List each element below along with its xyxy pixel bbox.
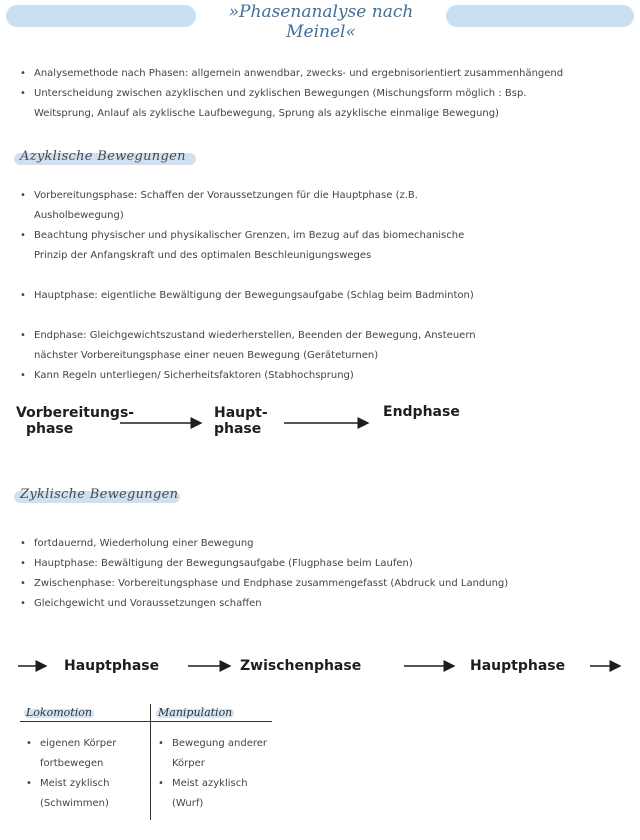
list-item: • Hauptphase: eigentliche Bewältigung der Bewegungsaufgabe (Schlag beim Badminton) <box>20 286 500 306</box>
list-item: • Gleichgewicht und Voraussetzungen schaffen <box>20 594 580 614</box>
section-heading-zyklisch: Zyklische Bewegungen <box>14 487 180 505</box>
flow-step-endphase: Endphase <box>383 404 460 420</box>
list-item: • Meist zyklisch (Schwimmen) <box>26 774 144 814</box>
column-heading-lokomotion: Lokomotion <box>26 706 92 719</box>
list-item: • eigenen Körper fortbewegen <box>26 734 144 774</box>
table-header-line <box>20 721 272 722</box>
column-heading-manipulation: Manipulation <box>158 706 233 719</box>
list-item: • Beachtung physischer und physikalischer Grenzen, im Bezug auf das biomechanische Prinzip der Anfangskraft und des optimalen Beschleunigungsweges <box>20 226 500 266</box>
page-title: »Phasenanalyse nach Meinel« <box>228 2 414 42</box>
flow-step-hauptphase-1: Hauptphase <box>64 658 160 674</box>
flow-step-zwischenphase: Zwischenphase <box>240 658 362 674</box>
zyklisch-list <box>20 534 580 614</box>
list-item: • Analysemethode nach Phasen: allgemein anwendbar, zwecks- und ergebnisorientiert zusammenhängend <box>20 64 590 84</box>
list-item: • fortdauernd, Wiederholung einer Bewegung <box>20 534 580 554</box>
flow-step-vorbereitungsphase: Vorbereitungs- phase <box>16 405 135 437</box>
list-item: • Vorbereitungsphase: Schaffen der Voraussetzungen für die Hauptphase (z.B. Ausholbewegung) <box>20 186 500 226</box>
lokomotion-list <box>26 734 144 814</box>
list-item: • Endphase: Gleichgewichtszustand wiederherstellen, Beenden der Bewegung, Ansteuern nächster Vorbereitungsphase einer neuen Bewegung (Geräteturnen) <box>20 326 500 366</box>
list-item: • Bewegung anderer Körper <box>158 734 276 774</box>
list-item: • Zwischenphase: Vorbereitungsphase und Endphase zusammengefasst (Abdruck und Landung) <box>20 574 580 594</box>
list-item: • Meist azyklisch (Wurf) <box>158 774 276 814</box>
list-item: • Unterscheidung zwischen azyklischen und zyklischen Bewegungen (Mischungsform möglich : Bsp. Weitsprung, Anlauf als zyklische Laufbewegung, Sprung als azyklische einmalige Bewegung) <box>20 84 590 124</box>
manipulation-list <box>158 734 276 814</box>
flow-step-hauptphase: Haupt- phase <box>214 405 268 437</box>
section-heading-azyklisch: Azyklische Bewegungen <box>14 149 196 167</box>
list-item: • Hauptphase: Bewältigung der Bewegungsaufgabe (Flugphase beim Laufen) <box>20 554 580 574</box>
list-item: • Kann Regeln unterliegen/ Sicherheitsfaktoren (Stabhochsprung) <box>20 366 500 386</box>
flow-step-hauptphase-2: Hauptphase <box>470 658 566 674</box>
table-column-divider <box>150 704 151 820</box>
